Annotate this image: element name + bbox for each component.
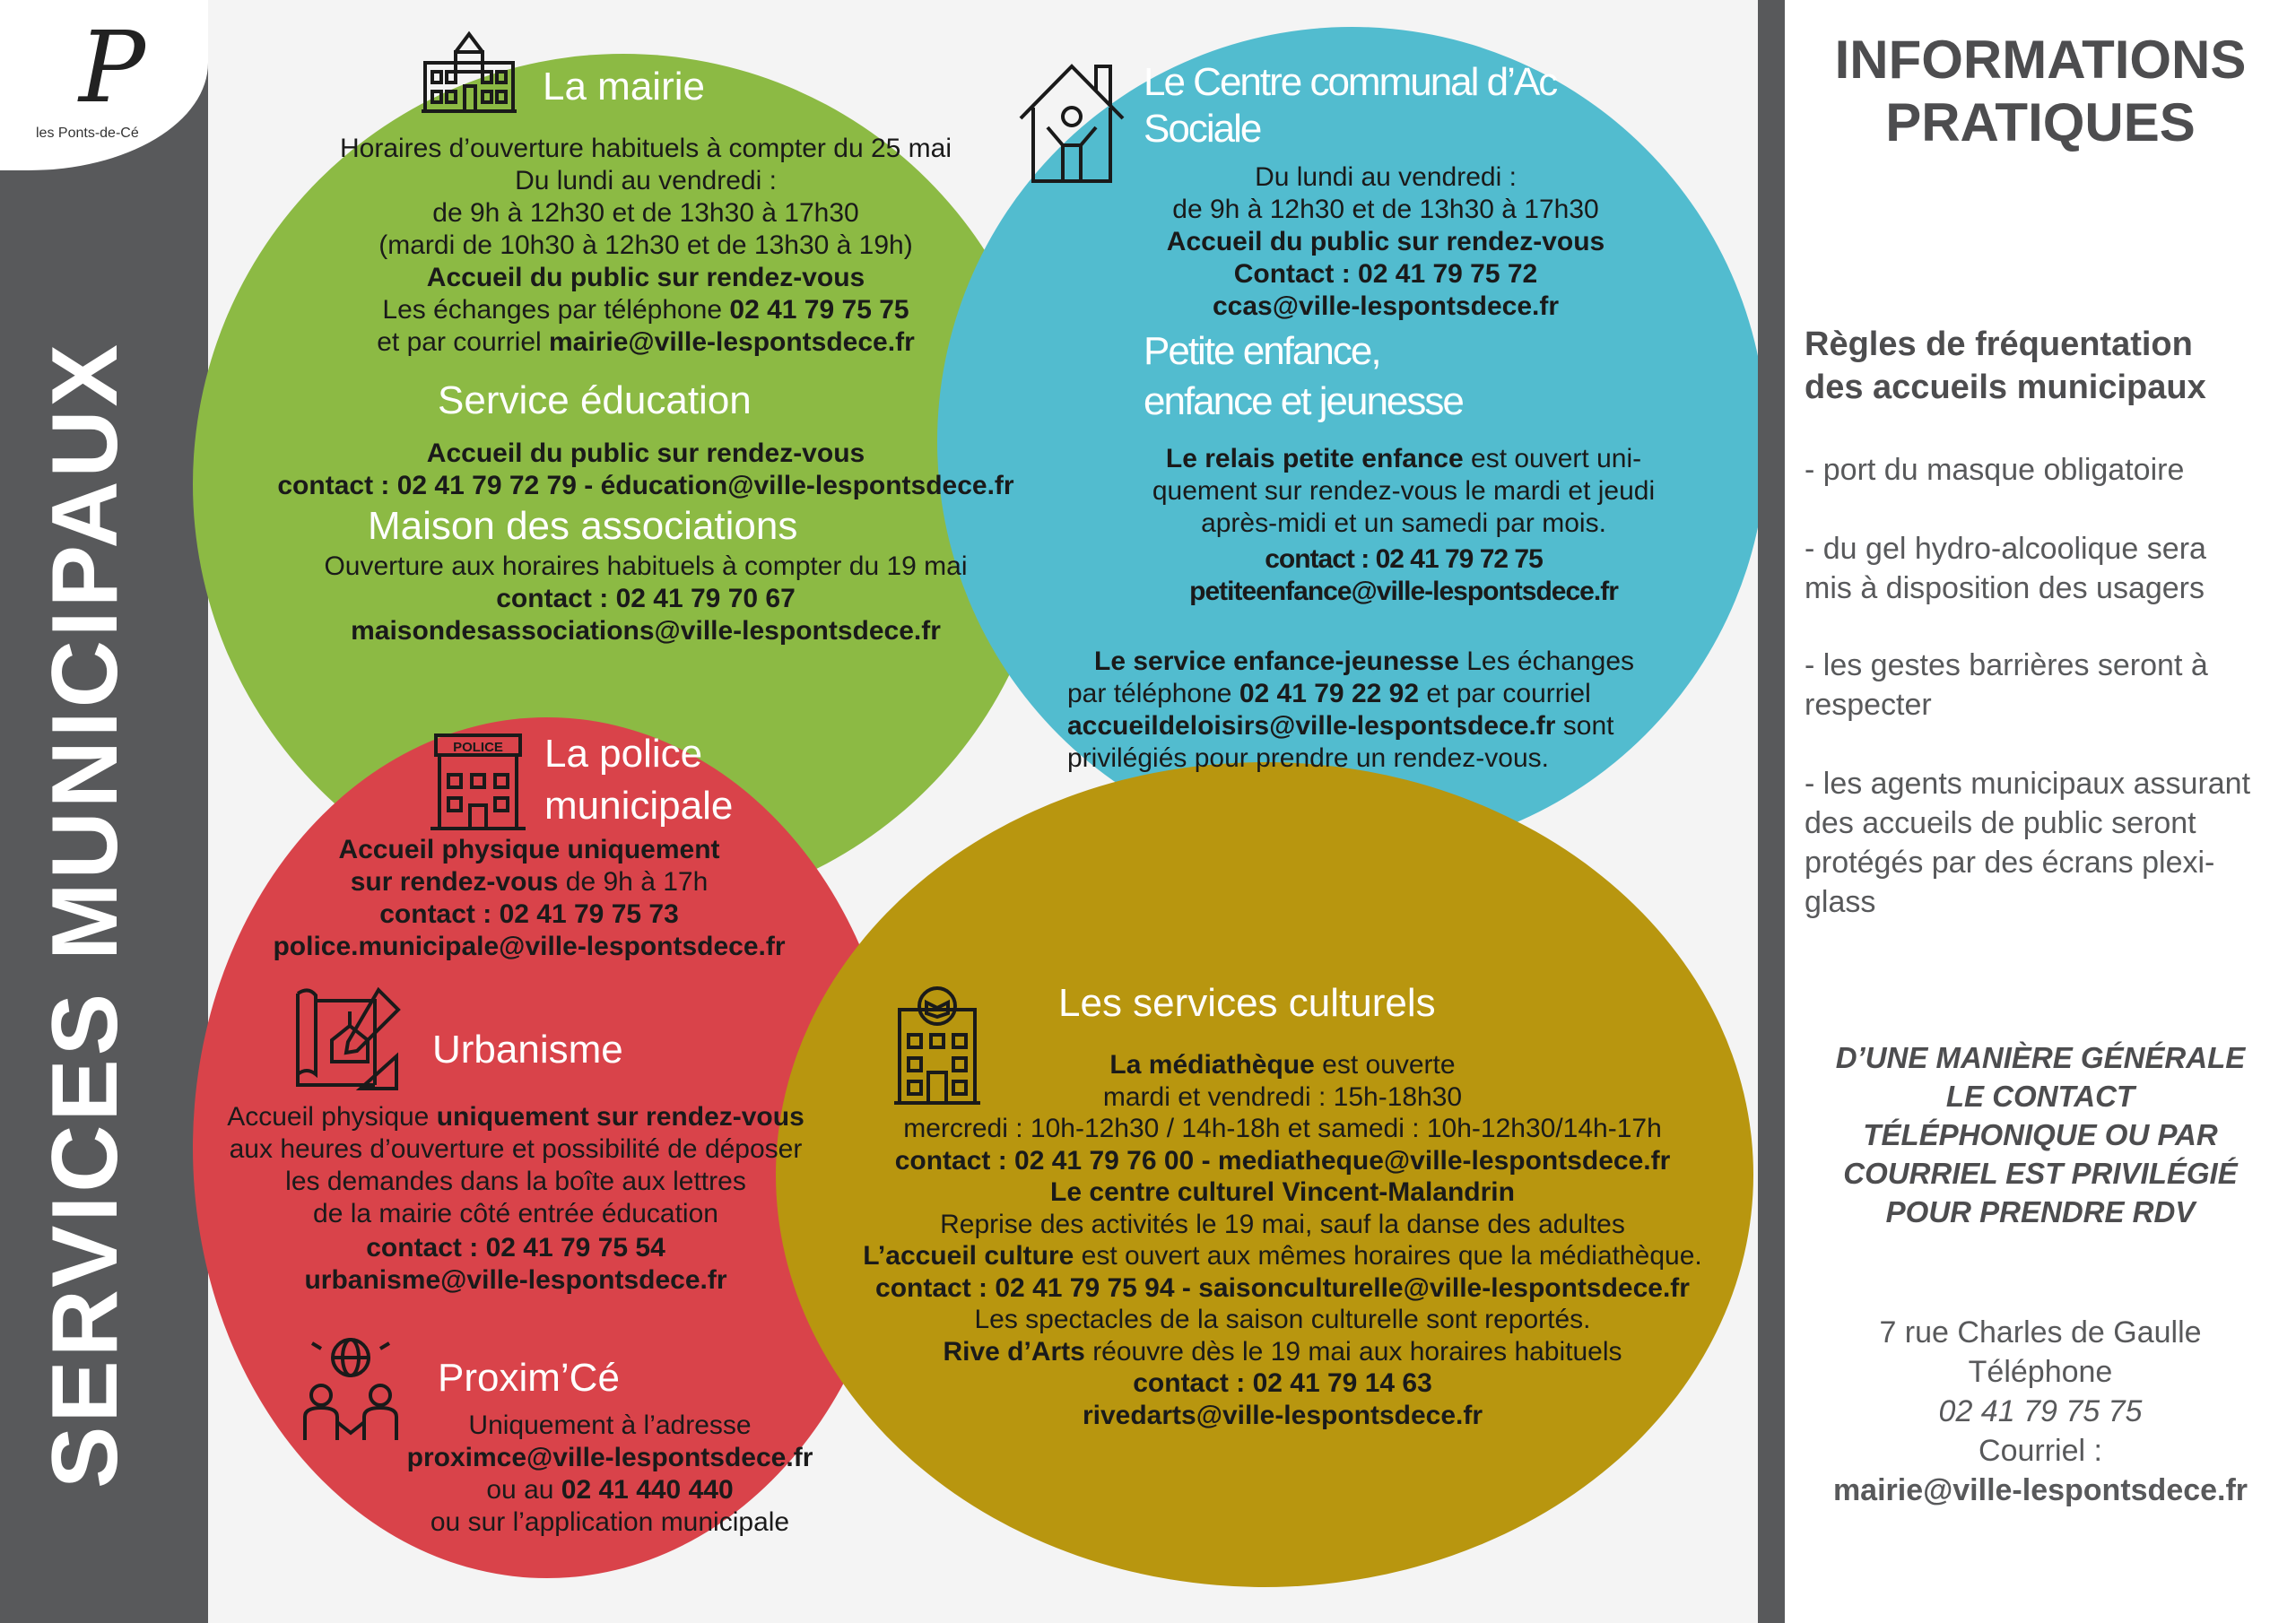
proxime-line: Uniquement à l’adresse [468, 1410, 752, 1440]
mairie-mail: mairie@ville-lespontsdece.fr [549, 327, 915, 357]
education-title: Service éducation [438, 378, 752, 422]
police-title [544, 728, 733, 832]
ccas-accueil: Accueil du public sur rendez-vous [1166, 227, 1605, 256]
urbanisme-line: aux heures d’ouverture et possibilité de déposer [229, 1134, 803, 1164]
associations-contact: contact : 02 41 79 70 67 [496, 584, 796, 613]
proxime-info [300, 1410, 919, 1539]
relais-line: quement sur rendez-vous le mardi et jeudi [1152, 476, 1656, 506]
right-divider [1758, 0, 1785, 1623]
police-mail: police.municipale@ville-lespontsdece.fr [273, 932, 786, 961]
police-title-line: La police [544, 732, 703, 776]
petite-enfance-title [1144, 326, 1463, 427]
relais-contact-block [1112, 543, 1695, 608]
mail-label: Courriel : [1979, 1434, 2102, 1468]
urbanisme-line [193, 1101, 839, 1133]
relais-info [1112, 443, 1695, 540]
proxime-mail: proximce@ville-lespontsdece.fr [406, 1443, 813, 1472]
rules-title [1805, 323, 2206, 409]
petite-enfance-title-line: enfance et jeunesse [1144, 379, 1463, 423]
mail-address[interactable]: mairie@ville-lespontsdece.fr [1832, 1473, 2248, 1507]
proxime-title: Proxim’Cé [438, 1356, 620, 1400]
rive-darts-contact: contact : 02 41 79 14 63 [1133, 1368, 1432, 1398]
ccas-mail: ccas@ville-lespontsdece.fr [1212, 291, 1560, 321]
accueil-culture-contact: contact : 02 41 79 75 94 - saisonculturelle@ville-lespontsdece.fr [875, 1272, 1690, 1303]
police-info [233, 834, 825, 963]
culture-line: Les spectacles de la saison culturelle sont reportés. [974, 1305, 1591, 1334]
address: 7 rue Charles de Gaulle [1879, 1315, 2202, 1350]
mairie-mail-line [233, 326, 1058, 359]
associations-line: Ouverture aux horaires habituels à compter du 19 mai [324, 551, 968, 581]
relais-line: après-midi et un samedi par mois. [1201, 508, 1606, 538]
ccas-contact: Contact : 02 41 79 75 72 [1233, 259, 1538, 289]
info-title [1785, 29, 2296, 154]
enfance-service-name: Le service enfance-jeunesse [1094, 647, 1459, 676]
enfance-phone: 02 41 79 22 92 [1239, 679, 1420, 708]
petite-enfance-title-line: Petite enfance, [1144, 329, 1380, 373]
associations-info [233, 551, 1058, 647]
culture-text: est ouvert aux mêmes horaires que la médiathèque. [1074, 1241, 1702, 1271]
rule-line: mis à disposition des usagers [1805, 571, 2205, 605]
notice-line: COURRIEL EST PRIVILÉGIÉ [1843, 1157, 2238, 1190]
culture-line: mardi et vendredi : 15h-18h30 [1102, 1081, 1463, 1112]
relais-name: Le relais petite enfance [1165, 444, 1464, 473]
mairie-title: La mairie [543, 65, 705, 108]
mairie-line: Horaires d’ouverture habituels à compter du 25 mai [339, 134, 952, 163]
urbanisme-line: de la mairie côté entrée éducation [313, 1199, 718, 1228]
urbanisme-rdv: uniquement sur rendez-vous [436, 1102, 804, 1132]
enfance-text: par téléphone [1067, 679, 1239, 708]
info-title-line: PRATIQUES [1885, 92, 2196, 152]
mairie-accueil: Accueil du public sur rendez-vous [426, 263, 865, 292]
enfance-line [1067, 678, 1695, 710]
enfance-text: et par courriel [1419, 679, 1591, 708]
rule-item [1805, 529, 2206, 608]
associations-mail: maisondesassociations@ville-lespontsdece.fr [351, 616, 941, 646]
notice-line: TÉLÉPHONIQUE OU PAR [1863, 1118, 2218, 1151]
culture-line: Reprise des activités le 19 mai, sauf la danse des adultes [940, 1209, 1625, 1239]
mairie-line: Du lundi au vendredi : [515, 166, 777, 195]
police-badge: POLICE [453, 740, 503, 755]
ccas-title [1144, 59, 1762, 158]
proxime-line [300, 1474, 919, 1506]
town-hall-icon [420, 27, 518, 117]
culture-text: réouvre dès le 19 mai aux horaires habituels [1084, 1336, 1622, 1367]
tel-label: Téléphone [1968, 1355, 2113, 1389]
mairie-line: de 9h à 12h30 et de 13h30 à 17h30 [432, 198, 859, 228]
mediatheque-contact: contact : 02 41 79 76 00 - mediatheque@ville-lespontsdece.fr [894, 1145, 1671, 1176]
rule-line: - du gel hydro-alcoolique sera [1805, 532, 2206, 566]
relais-text: est ouvert uni- [1463, 444, 1642, 473]
culture-line [834, 1049, 1731, 1081]
logo-caption: les Ponts-de-Cé [36, 126, 139, 141]
police-hours: de 9h à 17h [558, 867, 709, 897]
rule-item [1805, 764, 2250, 922]
rule-line: - les gestes barrières seront à [1805, 648, 2208, 682]
rive-darts-name: Rive d’Arts [943, 1336, 1085, 1367]
rule-line: - les agents municipaux assurant [1805, 767, 2251, 801]
mairie-info [233, 133, 1058, 359]
notice-line: POUR PRENDRE RDV [1885, 1195, 2196, 1228]
enfance-line: privilégiés pour prendre un rendez-vous. [1067, 743, 1549, 773]
enfance-jeunesse-info [1067, 646, 1695, 775]
notice-line: LE CONTACT [1945, 1080, 2135, 1113]
culture-line [834, 1336, 1731, 1368]
culture-info [834, 1049, 1731, 1431]
urbanisme-contact: contact : 02 41 79 75 54 [366, 1233, 665, 1263]
rule-line: glass [1805, 885, 1876, 919]
proxime-text: ou au [486, 1475, 561, 1505]
culture-title: Les services culturels [1058, 981, 1436, 1025]
mairie-line: (mardi de 10h30 à 12h30 et de 13h30 à 19h) [378, 230, 913, 260]
blueprint-icon [289, 985, 405, 1092]
notice-line: D’UNE MANIÈRE GÉNÉRALE [1835, 1041, 2246, 1074]
mairie-mail-prefix: et par courriel [377, 327, 549, 357]
ccas-title-line: Sociale [1144, 107, 1261, 151]
culture-line: mercredi : 10h-12h30 / 14h-18h et samedi : 10h-12h30/14h-17h [903, 1114, 1662, 1143]
proxime-phone: 02 41 440 440 [561, 1475, 734, 1505]
mairie-phone-line [233, 294, 1058, 326]
education-accueil: Accueil du public sur rendez-vous [426, 438, 865, 468]
police-station-icon [429, 732, 527, 832]
rule-line: des accueils de public seront [1805, 806, 2196, 840]
info-title-line: INFORMATIONS [1834, 30, 2247, 90]
education-contact: contact : 02 41 79 72 79 - éducation@ville-lespontsdece.fr [277, 471, 1014, 500]
accueil-culture-name: L’accueil culture [863, 1241, 1074, 1271]
rules-title-line: Règles de fréquentation [1805, 325, 2193, 363]
side-title: SERVICES MUNICIPAUX [33, 341, 137, 1488]
ccas-title-line: Le Centre communal d’Ac [1144, 60, 1557, 104]
police-title-line: municipale [544, 784, 734, 828]
rule-item: - port du masque obligatoire [1805, 453, 2185, 487]
urbanisme-line: les demandes dans la boîte aux lettres [285, 1167, 746, 1196]
relais-contact: contact : 02 41 79 72 75 [1265, 544, 1543, 574]
ccas-line: de 9h à 12h30 et de 13h30 à 17h30 [1172, 195, 1599, 224]
contact-block [1785, 1313, 2296, 1510]
rule-line: respecter [1805, 688, 1932, 722]
logo-letter: P [79, 10, 146, 125]
proxime-line: ou sur l’application municipale [430, 1507, 790, 1537]
urbanisme-text: Accueil physique [227, 1102, 437, 1132]
police-line: Accueil physique uniquement [338, 835, 720, 864]
education-info [233, 438, 1058, 502]
rule-item [1805, 646, 2208, 725]
associations-title: Maison des associations [368, 504, 798, 548]
relais-mail: petiteenfance@ville-lespontsdece.fr [1189, 577, 1618, 606]
mediatheque-name: La médiathèque [1109, 1050, 1315, 1080]
police-contact: contact : 02 41 79 75 73 [379, 899, 679, 929]
enfance-text: Les échanges [1458, 647, 1635, 676]
enfance-line [1067, 646, 1695, 678]
police-line [233, 866, 825, 898]
mairie-phone: 02 41 79 75 75 [729, 295, 909, 325]
general-notice [1785, 1038, 2296, 1231]
culture-text: est ouverte [1314, 1050, 1456, 1080]
culture-line [834, 1240, 1731, 1272]
urbanisme-title: Urbanisme [432, 1028, 623, 1072]
rules-title-line: des accueils municipaux [1805, 369, 2206, 406]
tel-number[interactable]: 02 41 79 75 75 [1938, 1394, 2143, 1428]
centre-culturel-name: Le centre culturel Vincent-Malandrin [1050, 1177, 1515, 1207]
rule-line: protégés par des écrans plexi- [1805, 846, 2215, 880]
ccas-line: Du lundi au vendredi : [1255, 162, 1517, 192]
urbanisme-info [193, 1101, 839, 1297]
police-rdv: sur rendez-vous [350, 867, 559, 897]
enfance-text: sont [1555, 711, 1614, 741]
relais-line [1112, 443, 1695, 475]
enfance-line [1067, 710, 1695, 742]
ccas-info [1112, 161, 1659, 323]
urbanisme-mail: urbanisme@ville-lespontsdece.fr [304, 1265, 727, 1295]
mairie-phone-prefix: Les échanges par téléphone [382, 295, 730, 325]
enfance-mail: accueildeloisirs@ville-lespontsdece.fr [1067, 711, 1556, 741]
rive-darts-mail: rivedarts@ville-lespontsdece.fr [1082, 1400, 1483, 1430]
